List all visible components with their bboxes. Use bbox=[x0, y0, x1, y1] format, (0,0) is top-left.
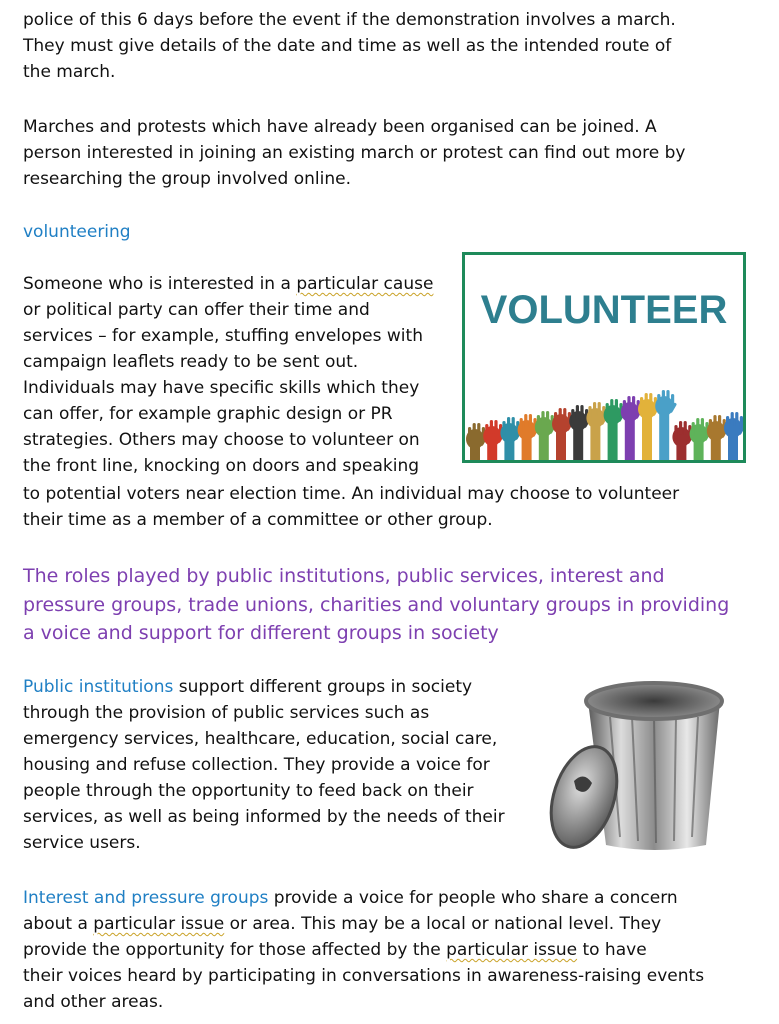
text-line: housing and refuse collection. They provide a voice for bbox=[23, 755, 490, 775]
text-line: the front line, knocking on doors and speaking bbox=[23, 456, 420, 476]
text-line: strategies. Others may choose to volunteer on bbox=[23, 430, 420, 450]
text-line: Individuals may have specific skills which they bbox=[23, 378, 420, 398]
hand-finger bbox=[632, 396, 635, 410]
text-line: the march. bbox=[23, 62, 116, 82]
hand-finger bbox=[554, 412, 557, 426]
spellcheck-underlined-text: particular cause bbox=[296, 274, 434, 294]
text-segment: support different groups in society bbox=[173, 677, 473, 697]
hand-finger bbox=[477, 423, 480, 437]
text-line: and other areas. bbox=[23, 992, 164, 1012]
hand-finger bbox=[610, 399, 613, 413]
text-line: police of this 6 days before the event if the demonstration involves a march. bbox=[23, 10, 676, 30]
paragraph-public-institutions bbox=[23, 674, 533, 856]
text-segment: to have bbox=[577, 940, 647, 960]
hand-finger bbox=[502, 421, 505, 435]
hand-finger bbox=[563, 408, 566, 422]
paragraph-volunteering bbox=[23, 271, 453, 479]
hand-finger bbox=[627, 396, 630, 410]
text-segment: provide a voice for people who share a concern bbox=[268, 888, 678, 908]
text-segment: about a bbox=[23, 914, 94, 934]
spellcheck-underlined-text: particular issue bbox=[446, 940, 578, 960]
text-line bbox=[23, 271, 453, 297]
hand-finger bbox=[713, 415, 716, 429]
text-line: can offer, for example graphic design or PR bbox=[23, 404, 393, 424]
hand-finger bbox=[606, 403, 609, 417]
hand-finger bbox=[615, 399, 618, 413]
hand-finger bbox=[666, 390, 669, 404]
hand-finger bbox=[468, 427, 471, 441]
text-line: campaign leaflets ready to be sent out. bbox=[23, 352, 359, 372]
raised-hands-volunteer-icon bbox=[462, 252, 746, 463]
text-line: people through the opportunity to feed back on their bbox=[23, 781, 474, 801]
paragraph-interest-groups bbox=[23, 885, 753, 1015]
section-title-line: a voice and support for different groups in society bbox=[23, 622, 499, 644]
hand-finger bbox=[546, 411, 549, 425]
text-line: or political party can offer their time and bbox=[23, 300, 370, 320]
interest-groups-term: Interest and pressure groups bbox=[23, 888, 269, 908]
hand-finger bbox=[649, 393, 652, 407]
text-line: service users. bbox=[23, 833, 141, 853]
section-title bbox=[23, 562, 753, 648]
hand-finger bbox=[684, 421, 687, 435]
hand-finger bbox=[593, 402, 596, 416]
volunteering-heading: volunteering bbox=[23, 222, 131, 242]
text-line: person interested in joining an existing march or protest can find out more by bbox=[23, 143, 686, 163]
hand-finger bbox=[598, 402, 601, 416]
section-title-line: The roles played by public institutions, public services, interest and bbox=[23, 565, 665, 587]
hand-finger bbox=[529, 414, 532, 428]
section-title-line: pressure groups, trade unions, charities and voluntary groups in providing bbox=[23, 593, 730, 616]
text-line: Marches and protests which have already been organised can be joined. A bbox=[23, 117, 657, 137]
hand-finger bbox=[645, 393, 648, 407]
hand-finger bbox=[541, 411, 544, 425]
hand-finger bbox=[718, 415, 721, 429]
text-line bbox=[23, 911, 753, 937]
hand-finger bbox=[524, 414, 527, 428]
hand-finger bbox=[537, 415, 540, 429]
spellcheck-underlined-text: particular issue bbox=[93, 914, 225, 934]
text-line: services, as well as being informed by the needs of their bbox=[23, 807, 505, 827]
hand-finger bbox=[485, 424, 488, 438]
text-line bbox=[23, 885, 753, 911]
hand-finger bbox=[674, 425, 677, 439]
text-line bbox=[23, 937, 753, 963]
hand-finger bbox=[692, 422, 695, 436]
text-line: their time as a member of a committee or other group. bbox=[23, 510, 493, 530]
hand-finger bbox=[735, 412, 738, 426]
hand-finger bbox=[662, 390, 665, 404]
hand-finger bbox=[731, 412, 734, 426]
hand-finger bbox=[623, 400, 626, 414]
hand-finger bbox=[473, 423, 476, 437]
text-segment: or area. This may be a local or national level. They bbox=[224, 914, 662, 934]
paragraph-march-notice bbox=[23, 7, 753, 85]
raised-hands-graphic bbox=[465, 367, 743, 463]
hand-finger bbox=[588, 406, 591, 420]
text-segment: Someone who is interested in a bbox=[23, 274, 297, 294]
paragraph-volunteering-continued bbox=[23, 481, 753, 533]
hand-finger bbox=[726, 416, 729, 430]
hand-finger bbox=[520, 418, 523, 432]
hand-finger bbox=[576, 405, 579, 419]
hand-finger bbox=[709, 419, 712, 433]
volunteer-image-word: VOLUNTEER bbox=[480, 288, 728, 332]
hand-finger bbox=[657, 394, 660, 408]
text-line: researching the group involved online. bbox=[23, 169, 351, 189]
hand-finger bbox=[507, 417, 510, 431]
hand-arm bbox=[659, 408, 669, 463]
hand-finger bbox=[490, 420, 493, 434]
hand-finger bbox=[701, 418, 704, 432]
hand-finger bbox=[640, 397, 643, 411]
public-institutions-term: Public institutions bbox=[23, 677, 174, 697]
text-line bbox=[23, 674, 533, 700]
hand-finger bbox=[580, 405, 583, 419]
text-line: their voices heard by participating in conversations in awareness-raising events bbox=[23, 966, 705, 986]
hand-finger bbox=[571, 409, 574, 423]
text-line: emergency services, healthcare, education, social care, bbox=[23, 729, 498, 749]
text-line: to potential voters near election time. An individual may choose to volunteer bbox=[23, 484, 680, 504]
text-line: through the provision of public services such as bbox=[23, 703, 430, 723]
hand-finger bbox=[512, 417, 515, 431]
hand-finger bbox=[696, 418, 699, 432]
paragraph-join-marches bbox=[23, 114, 753, 192]
hand-finger bbox=[494, 420, 497, 434]
metal-trash-bin-icon bbox=[548, 677, 726, 857]
hand-finger bbox=[559, 408, 562, 422]
hand-finger bbox=[679, 421, 682, 435]
text-segment: provide the opportunity for those affected by the bbox=[23, 940, 447, 960]
text-line: They must give details of the date and time as well as the intended route of bbox=[23, 36, 672, 56]
text-line: services – for example, stuffing envelopes with bbox=[23, 326, 423, 346]
